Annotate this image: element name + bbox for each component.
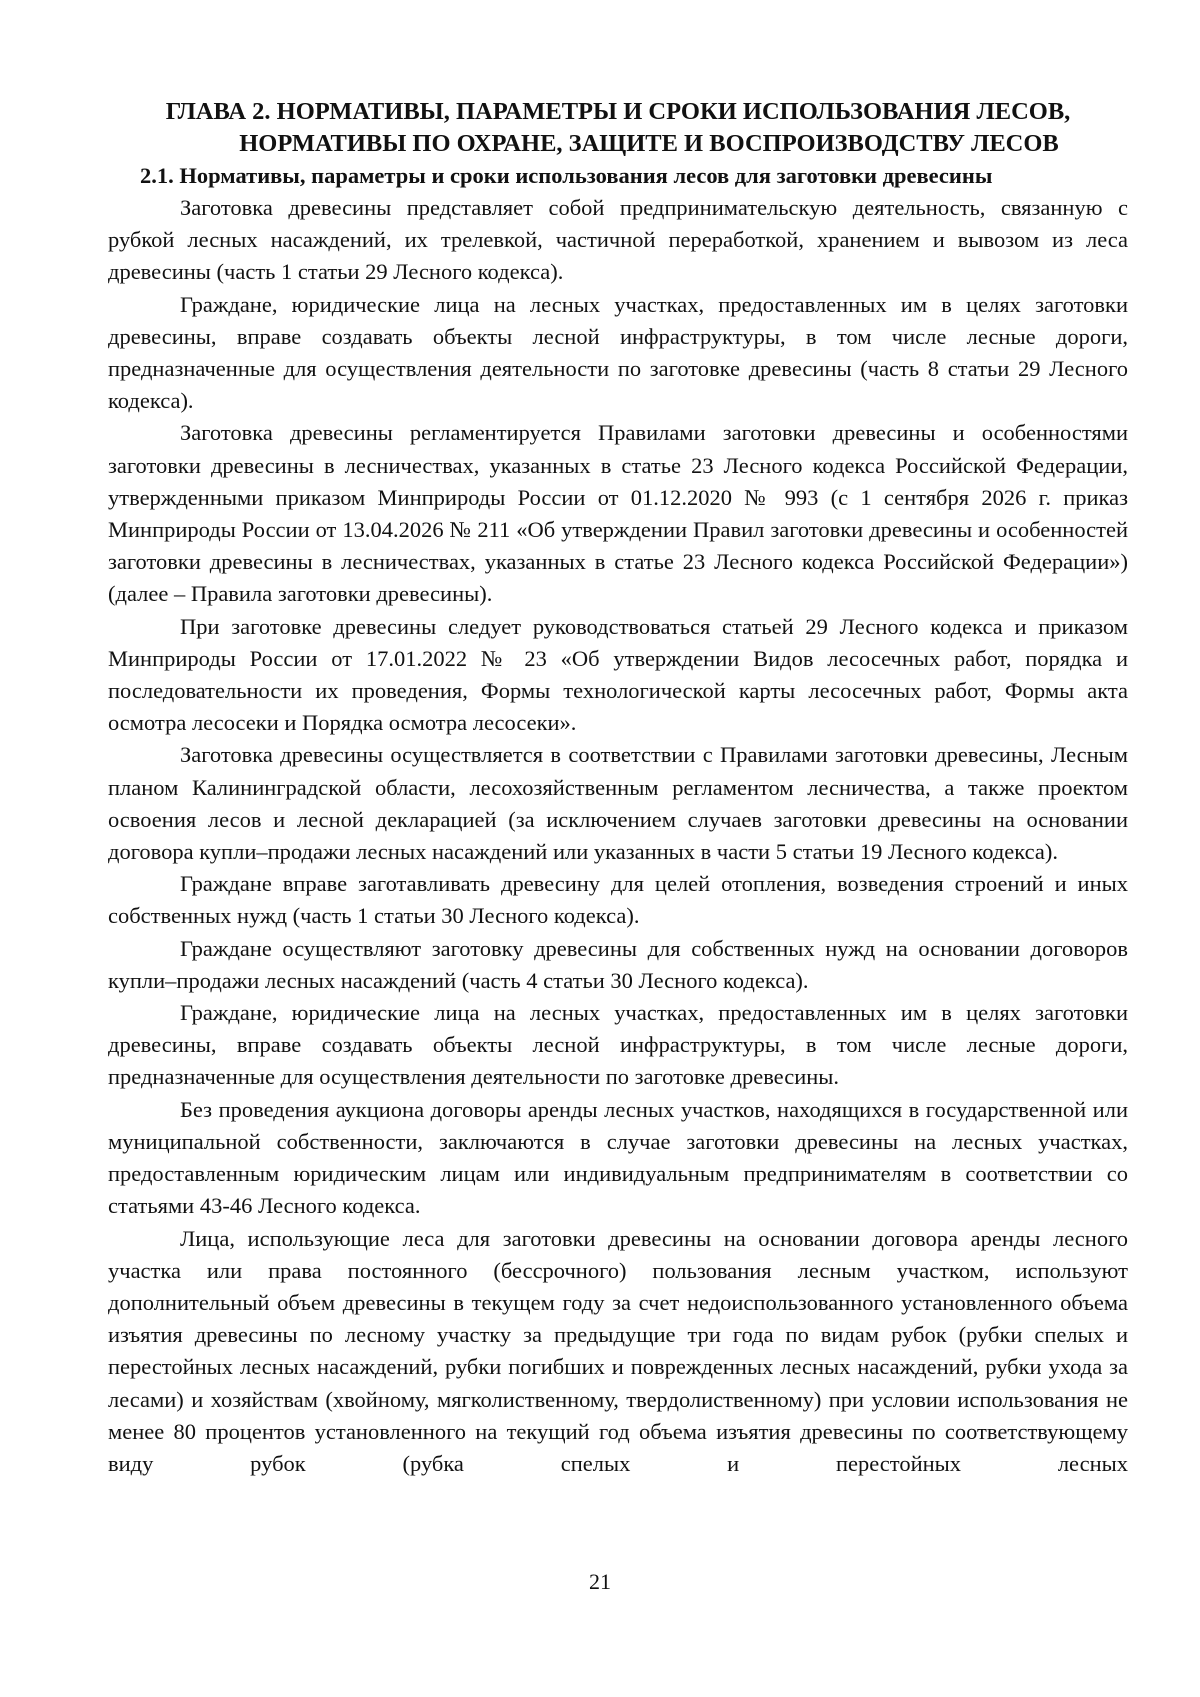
page-number: 21 [589, 1569, 611, 1594]
paragraph-8: Граждане, юридические лица на лесных участках, предоставленных им в целях заготовки древесины, вправе создавать объекты лесной инфраструктуры, в том числе лесные дороги, предназначенные для осуществления деятельности по заготовке древесины. [108, 1000, 1128, 1090]
paragraph-4: При заготовке древесины следует руководствоваться статьей 29 Лесного кодекса и приказом Минприроды России от 17.01.2022 № 23 «Об утверждении Видов лесосечных работ, порядка и последовательности их проведения, Формы технологической карты лесосечных работ, Формы акта осмотра лесосеки и Порядка осмотра лесосеки». [108, 613, 1128, 736]
chapter-title-line-1: ГЛАВА 2. НОРМАТИВЫ, ПАРАМЕТРЫ И СРОКИ ИСПОЛЬЗОВАНИЯ ЛЕСОВ, [165, 98, 1071, 125]
paragraph-2: Граждане, юридические лица на лесных участках, предоставленных им в целях заготовки древесины, вправе создавать объекты лесной инфраструктуры, в том числе лесные дороги, предназначенные для осуществления деятельности по заготовке древесины (часть 8 статьи 29 Лесного кодекса). [108, 291, 1128, 414]
paragraph-7: Граждане осуществляют заготовку древесины для собственных нужд на основании договоров купли–продажи лесных насаждений (часть 4 статьи 30 Лесного кодекса). [108, 935, 1128, 993]
paragraph-3: Заготовка древесины регламентируется Правилами заготовки древесины и особенностями заготовки древесины в лесничествах, указанных в статье 23 Лесного кодекса Российской Федерации, утвержденными приказом Минприроды России от 01.12.2020 № 993 (с 1 сентября 2026 г. приказ Минприроды России от 13.04.2026 № 211 «Об утверждении Правил заготовки древесины и особенностей заготовки древесины в лесничествах, указанных в статье 23 Лесного кодекса Российской Федерации») (далее – Правила заготовки древесины). [108, 420, 1128, 607]
paragraph-6: Граждане вправе заготавливать древесину для целей отопления, возведения строений и иных собственных нужд (часть 1 статьи 30 Лесного кодекса). [108, 871, 1128, 929]
paragraph-5: Заготовка древесины осуществляется в соответствии с Правилами заготовки древесины, Лесным планом Калининградской области, лесохозяйственным регламентом лесничества, а также проектом освоения лесов и лесной декларацией (за исключением случаев заготовки древесины на основании договора купли–продажи лесных насаждений или указанных в части 5 статьи 19 Лесного кодекса). [108, 742, 1128, 865]
section-title: 2.1. Нормативы, параметры и сроки использования лесов для заготовки древесины [140, 163, 993, 188]
chapter-title [108, 96, 1128, 160]
paragraph-1: Заготовка древесины представляет собой предпринимательскую деятельность, связанную с рубкой лесных насаждений, их трелевкой, частичной переработкой, хранением и вывозом из леса древесины (часть 1 статьи 29 Лесного кодекса). [108, 195, 1128, 285]
chapter-title-line-2: НОРМАТИВЫ ПО ОХРАНЕ, ЗАЩИТЕ И ВОСПРОИЗВОДСТВУ ЛЕСОВ [239, 130, 1059, 157]
paragraph-10: Лица, использующие леса для заготовки древесины на основании договора аренды лесного участка или права постоянного (бессрочного) пользования лесным участком, используют дополнительный объем древесины в текущем году за счет недоиспользованного установленного объема изъятия древесины по лесному участку за предыдущие три года по видам рубок (рубки спелых и перестойных лесных насаждений, рубки погибших и поврежденных лесных насаждений, рубки ухода за лесами) и хозяйствам (хвойному, мягколиственному, твердолиственному) при условии использования не менее 80 процентов установленного на текущий год объема изъятия древесины по соответствующему виду рубок (рубка спелых и перестойных лесных [108, 1225, 1128, 1476]
paragraph-9: Без проведения аукциона договоры аренды лесных участков, находящихся в государственной или муниципальной собственности, заключаются в случае заготовки древесины на лесных участках, предоставленным юридическим лицам или индивидуальным предпринимателям в соответствии со статьями 43-46 Лесного кодекса. [108, 1096, 1128, 1219]
page-content [108, 96, 1128, 1480]
